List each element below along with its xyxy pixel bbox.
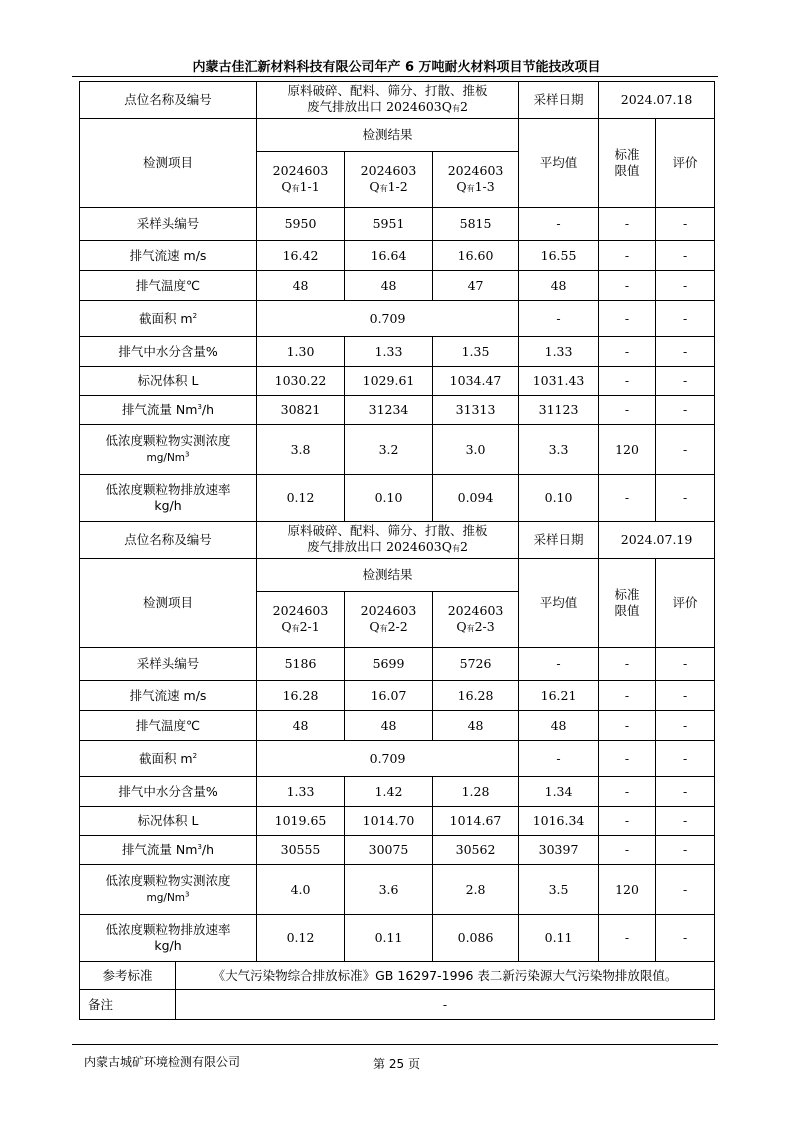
flow-value: 30555	[257, 836, 345, 865]
area-value: -	[519, 301, 599, 337]
sampler-no-row	[80, 208, 715, 241]
velocity-value: 16.21	[519, 681, 599, 711]
sampler-no-value: 5950	[257, 208, 345, 241]
result-label	[257, 119, 519, 152]
flow-row	[80, 396, 715, 425]
evaluation-label	[656, 559, 715, 648]
moisture-value: -	[656, 337, 715, 367]
sample-id-suffix: 1-3	[474, 178, 495, 194]
temperature-row	[80, 271, 715, 301]
label-average: 平均值	[539, 155, 578, 170]
label-standard_b: 限值	[614, 603, 640, 618]
site-name	[257, 82, 519, 119]
moisture-value: 1.42	[345, 777, 433, 807]
flow-value: 31123	[519, 396, 599, 425]
label-sampler_no: 采样头编号	[136, 656, 200, 671]
sampler-no-value: -	[599, 208, 656, 241]
label-rate_a: 低浓度颗粒物排放速率	[105, 482, 231, 497]
std-volume-value: 1014.67	[433, 807, 519, 836]
result-header-row	[80, 559, 715, 592]
sample-id-prefix: Q	[369, 178, 380, 194]
site-name-line1: 原料破碎、配料、筛分、打散、推板	[287, 523, 488, 538]
sample-id-suffix: 1-1	[299, 178, 320, 194]
label-item: 检测项目	[143, 595, 194, 610]
std-volume-label	[80, 807, 257, 836]
velocity-value: -	[656, 241, 715, 271]
site-label	[80, 522, 257, 559]
sample-id-line1: 2024603	[272, 602, 329, 618]
remarks-label: 备注	[80, 990, 176, 1020]
moisture-value: -	[656, 777, 715, 807]
label-area_sup: 2	[192, 311, 198, 320]
label-velocity: 排气流速 m/s	[129, 687, 207, 703]
conc-value: -	[656, 425, 715, 475]
site-name	[257, 522, 519, 559]
rate-value: 0.11	[345, 915, 433, 962]
sample-id	[433, 152, 519, 208]
flow-value: 30821	[257, 396, 345, 425]
sample-id-prefix: Q	[281, 618, 292, 634]
rate-value: -	[599, 475, 656, 522]
conc-value: 2.8	[433, 865, 519, 915]
conc-value: 120	[599, 865, 656, 915]
label-area: 截面积 m	[138, 310, 193, 326]
std-volume-value: -	[599, 367, 656, 396]
sample-id-suffix: 2-1	[299, 618, 320, 634]
reference-label: 参考标准	[80, 962, 176, 990]
area-value: -	[519, 741, 599, 777]
sampler-no-value: 5951	[345, 208, 433, 241]
std-volume-row	[80, 807, 715, 836]
sample-id-line1: 2024603	[360, 162, 417, 178]
moisture-value: 1.33	[345, 337, 433, 367]
rate-value: 0.12	[257, 915, 345, 962]
temperature-value: 48	[345, 271, 433, 301]
std-volume-label	[80, 367, 257, 396]
sampler-no-label	[80, 208, 257, 241]
rate-row	[80, 475, 715, 522]
std-volume-value: 1030.22	[257, 367, 345, 396]
site-row	[80, 82, 715, 119]
site-name-sub: 有	[452, 104, 460, 113]
area-row	[80, 301, 715, 337]
label-conc_a: 低浓度颗粒物实测浓度	[105, 873, 231, 888]
sample-id-line1: 2024603	[272, 162, 329, 178]
conc-value: 120	[599, 425, 656, 475]
label-area_sup: 2	[192, 751, 198, 760]
label-conc_a: 低浓度颗粒物实测浓度	[105, 433, 231, 448]
std-volume-value: 1034.47	[433, 367, 519, 396]
temperature-value: 48	[257, 711, 345, 741]
moisture-value: 1.33	[519, 337, 599, 367]
flow-value: 30075	[345, 836, 433, 865]
sample-id	[257, 592, 345, 648]
velocity-value: 16.28	[433, 681, 519, 711]
sample-id-line1: 2024603	[447, 162, 504, 178]
label-rate_a: 低浓度颗粒物排放速率	[105, 922, 231, 937]
conc-value: 3.3	[519, 425, 599, 475]
temperature-value: 48	[519, 271, 599, 301]
label-sampler_no: 采样头编号	[136, 216, 200, 231]
std-volume-value: 1019.65	[257, 807, 345, 836]
label-flow_sup: 3	[197, 842, 202, 851]
sample-id-suffix: 1-2	[387, 178, 408, 194]
velocity-label	[80, 241, 257, 271]
label-moisture: 排气中水分含量%	[118, 783, 218, 799]
label-flow_b: /h	[201, 402, 215, 417]
label-conc_b: mg/Nm	[146, 452, 186, 464]
sample-id-prefix: Q	[281, 178, 292, 194]
sample-id-sub: 有	[291, 623, 300, 633]
conc-label	[80, 865, 257, 915]
flow-label	[80, 396, 257, 425]
label-flow_a: 排气流量 Nm	[121, 842, 198, 857]
std-volume-value: 1031.43	[519, 367, 599, 396]
conc-row	[80, 865, 715, 915]
temperature-value: 48	[433, 711, 519, 741]
sample-date-value: 2024.07.18	[599, 82, 715, 119]
sampler-no-value: -	[656, 648, 715, 681]
temperature-value: 47	[433, 271, 519, 301]
label-velocity: 排气流速 m/s	[129, 247, 207, 263]
site-row	[80, 522, 715, 559]
rate-value: -	[656, 475, 715, 522]
area-value: -	[656, 741, 715, 777]
label-result: 检测结果	[362, 127, 413, 142]
monitoring-table	[79, 81, 715, 1020]
label-conc_b: mg/Nm	[146, 892, 186, 904]
temperature-value: -	[656, 271, 715, 301]
page-header-title: 内蒙古佳汇新材料科技有限公司年产 6 万吨耐火材料项目节能技改项目	[192, 60, 601, 75]
standard-label	[599, 119, 656, 208]
sample-id-sub: 有	[379, 623, 388, 633]
area-value: 0.709	[257, 741, 519, 777]
conc-value: 3.8	[257, 425, 345, 475]
site-name-sub: 有	[452, 544, 460, 553]
sample-id-suffix: 2-3	[474, 618, 495, 634]
std-volume-row	[80, 367, 715, 396]
temperature-label	[80, 271, 257, 301]
std-volume-value: 1016.34	[519, 807, 599, 836]
velocity-value: 16.28	[257, 681, 345, 711]
sample-id	[345, 592, 433, 648]
rate-value: 0.11	[519, 915, 599, 962]
velocity-row	[80, 241, 715, 271]
std-volume-value: 1029.61	[345, 367, 433, 396]
flow-row	[80, 836, 715, 865]
velocity-value: 16.07	[345, 681, 433, 711]
temperature-row	[80, 711, 715, 741]
sample-id	[433, 592, 519, 648]
rate-label	[80, 915, 257, 962]
rate-value: 0.086	[433, 915, 519, 962]
label-item: 检测项目	[143, 155, 194, 170]
flow-value: -	[656, 836, 715, 865]
sampler-no-value: 5726	[433, 648, 519, 681]
label-temperature: 排气温度℃	[135, 717, 201, 733]
temperature-value: -	[656, 711, 715, 741]
sampler-no-value: 5186	[257, 648, 345, 681]
label-rate_b: kg/h	[154, 938, 182, 953]
header-rule	[72, 76, 718, 77]
velocity-value: 16.64	[345, 241, 433, 271]
footer-rule	[72, 1044, 718, 1045]
sampler-no-label	[80, 648, 257, 681]
velocity-row	[80, 681, 715, 711]
sampler-no-value: 5815	[433, 208, 519, 241]
conc-value: 3.2	[345, 425, 433, 475]
conc-row	[80, 425, 715, 475]
label-conc_sup: 3	[185, 450, 190, 459]
standard-label	[599, 559, 656, 648]
remarks-text: -	[176, 990, 715, 1020]
area-value: -	[599, 741, 656, 777]
label-conc_sup: 3	[185, 890, 190, 899]
sample-id-line1: 2024603	[360, 602, 417, 618]
label-sample_date: 采样日期	[533, 92, 584, 107]
site-name-suffix: 2	[460, 99, 468, 114]
conc-value: -	[656, 865, 715, 915]
sample-id-prefix: Q	[456, 178, 467, 194]
velocity-value: 16.42	[257, 241, 345, 271]
flow-value: 31234	[345, 396, 433, 425]
flow-value: -	[599, 396, 656, 425]
moisture-value: 1.30	[257, 337, 345, 367]
moisture-label	[80, 777, 257, 807]
sample-id	[257, 152, 345, 208]
sample-id-suffix: 2-2	[387, 618, 408, 634]
rate-row	[80, 915, 715, 962]
item-label	[80, 119, 257, 208]
flow-label	[80, 836, 257, 865]
velocity-value: -	[656, 681, 715, 711]
temperature-value: 48	[257, 271, 345, 301]
label-sample_date: 采样日期	[533, 532, 584, 547]
velocity-value: -	[599, 241, 656, 271]
label-temperature: 排气温度℃	[135, 277, 201, 293]
conc-value: 3.5	[519, 865, 599, 915]
site-name-line2: 废气排放出口 2024603Q	[307, 539, 452, 554]
std-volume-value: -	[656, 807, 715, 836]
area-value: -	[599, 301, 656, 337]
average-label	[519, 559, 599, 648]
footer-company: 内蒙古城矿环境检测有限公司	[84, 1055, 241, 1069]
moisture-label	[80, 337, 257, 367]
sampler-no-value: -	[599, 648, 656, 681]
label-flow_b: /h	[201, 842, 215, 857]
temperature-value: -	[599, 711, 656, 741]
area-value: 0.709	[257, 301, 519, 337]
sampler-no-value: 5699	[345, 648, 433, 681]
rate-value: 0.12	[257, 475, 345, 522]
label-evaluation: 评价	[672, 155, 698, 170]
item-label	[80, 559, 257, 648]
monitoring-table-wrapper	[79, 81, 714, 1020]
rate-value: 0.10	[345, 475, 433, 522]
sampler-no-value: -	[519, 648, 599, 681]
rate-value: -	[599, 915, 656, 962]
rate-value: -	[656, 915, 715, 962]
result-header-row	[80, 119, 715, 152]
velocity-label	[80, 681, 257, 711]
moisture-value: 1.34	[519, 777, 599, 807]
temperature-value: 48	[519, 711, 599, 741]
temperature-value: -	[599, 271, 656, 301]
flow-value: 31313	[433, 396, 519, 425]
sample-id-sub: 有	[291, 183, 300, 193]
moisture-value: 1.33	[257, 777, 345, 807]
label-area: 截面积 m	[138, 750, 193, 766]
conc-value: 4.0	[257, 865, 345, 915]
label-standard_b: 限值	[614, 163, 640, 178]
flow-value: -	[656, 396, 715, 425]
velocity-value: -	[599, 681, 656, 711]
sample-date-label	[519, 522, 599, 559]
label-flow_sup: 3	[197, 402, 202, 411]
sampler-no-value: -	[519, 208, 599, 241]
flow-value: 30562	[433, 836, 519, 865]
sample-id-sub: 有	[379, 183, 388, 193]
label-average: 平均值	[539, 595, 578, 610]
std-volume-value: -	[656, 367, 715, 396]
velocity-value: 16.55	[519, 241, 599, 271]
temperature-label	[80, 711, 257, 741]
sample-id-line1: 2024603	[447, 602, 504, 618]
std-volume-value: 1014.70	[345, 807, 433, 836]
label-site: 点位名称及编号	[124, 92, 212, 107]
average-label	[519, 119, 599, 208]
area-label	[80, 741, 257, 777]
sample-id-prefix: Q	[369, 618, 380, 634]
site-label	[80, 82, 257, 119]
area-value: -	[656, 301, 715, 337]
moisture-value: -	[599, 337, 656, 367]
velocity-value: 16.60	[433, 241, 519, 271]
moisture-value: -	[599, 777, 656, 807]
flow-value: 30397	[519, 836, 599, 865]
label-moisture: 排气中水分含量%	[118, 343, 218, 359]
rate-value: 0.10	[519, 475, 599, 522]
label-std_volume: 标况体积 L	[137, 373, 199, 388]
label-site: 点位名称及编号	[124, 532, 212, 547]
label-flow_a: 排气流量 Nm	[121, 402, 198, 417]
label-standard_a: 标准	[614, 587, 640, 602]
moisture-value: 1.35	[433, 337, 519, 367]
rate-label	[80, 475, 257, 522]
conc-value: 3.6	[345, 865, 433, 915]
area-row	[80, 741, 715, 777]
sample-id-prefix: Q	[456, 618, 467, 634]
flow-value: -	[599, 836, 656, 865]
rate-value: 0.094	[433, 475, 519, 522]
remarks-row	[80, 990, 715, 1020]
std-volume-value: -	[599, 807, 656, 836]
area-label	[80, 301, 257, 337]
label-rate_b: kg/h	[154, 498, 182, 513]
sampler-no-value: -	[656, 208, 715, 241]
sample-id-sub: 有	[466, 623, 475, 633]
label-evaluation: 评价	[672, 595, 698, 610]
sampler-no-row	[80, 648, 715, 681]
sample-id	[345, 152, 433, 208]
temperature-value: 48	[345, 711, 433, 741]
moisture-value: 1.28	[433, 777, 519, 807]
conc-value: 3.0	[433, 425, 519, 475]
sample-date-value: 2024.07.19	[599, 522, 715, 559]
site-name-suffix: 2	[460, 539, 468, 554]
result-label	[257, 559, 519, 592]
reference-text: 《大气污染物综合排放标准》GB 16297-1996 表二新污染源大气污染物排放限值。	[176, 962, 715, 990]
label-result: 检测结果	[362, 567, 413, 582]
page-number: 第 25 页	[373, 1057, 420, 1071]
label-std_volume: 标况体积 L	[137, 813, 199, 828]
moisture-row	[80, 777, 715, 807]
sample-date-label	[519, 82, 599, 119]
reference-row	[80, 962, 715, 990]
site-name-line2: 废气排放出口 2024603Q	[307, 99, 452, 114]
conc-label	[80, 425, 257, 475]
evaluation-label	[656, 119, 715, 208]
label-standard_a: 标准	[614, 147, 640, 162]
moisture-row	[80, 337, 715, 367]
sample-id-sub: 有	[466, 183, 475, 193]
site-name-line1: 原料破碎、配料、筛分、打散、推板	[287, 83, 488, 98]
